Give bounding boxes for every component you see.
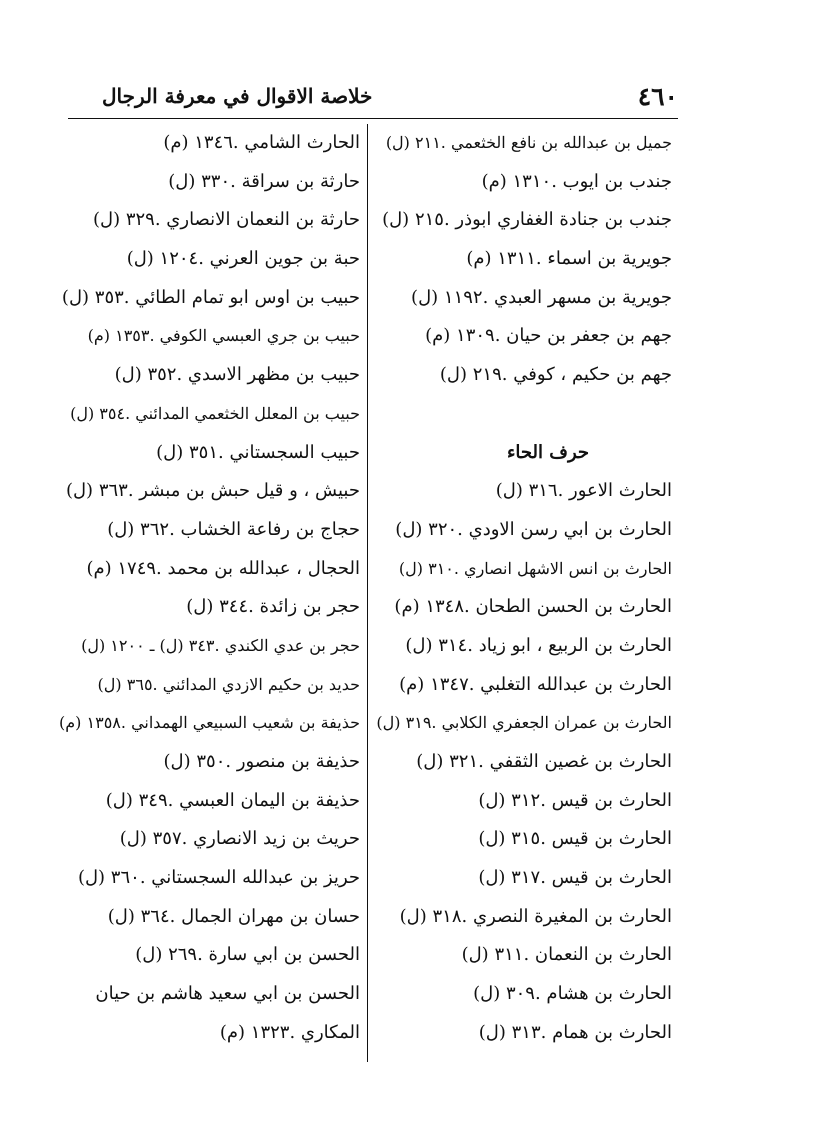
index-entry: حبيب بن المعلل الخثعمي المدائني .٣٥٤ (ل): [70, 403, 360, 423]
index-entry: الحسن بن ابي سعيد هاشم بن حيان: [95, 983, 360, 1005]
index-entry: الحارث بن قيس .٣١٥ (ل): [478, 828, 672, 850]
index-entry: جويرية بن مسهر العبدي .١١٩٢ (ل): [411, 286, 672, 308]
index-entry: حذيفة بن شعيب السبيعي الهمداني .١٣٥٨ (م): [59, 713, 360, 733]
index-entry: الحارث بن غصين الثقفي .٣٢١ (ل): [416, 751, 672, 772]
index-entry: الحارث بن انس الاشهل انصاري .٣١٠ (ل): [398, 558, 672, 578]
index-entry: الحارث بن ابي رسن الاودي .٣٢٠ (ل): [395, 518, 672, 540]
column-divider: [367, 124, 368, 1062]
blank-line: [374, 395, 672, 434]
index-entry: حبيش ، و قيل حبش بن مبشر .٣٦٣ (ل): [65, 480, 360, 502]
page-header: [92, 78, 678, 118]
running-title: خلاصة الاقوال في معرفة الرجال: [102, 84, 373, 108]
index-entry: جهم بن جعفر بن حيان .١٣٠٩ (م): [425, 325, 672, 347]
index-entry: الحارث بن النعمان .٣١١ (ل): [461, 944, 672, 966]
index-entry: الحارث بن عمران الجعفري الكلابي .٣١٩ (ل): [376, 713, 672, 733]
section-heading: حرف الحاء: [506, 441, 590, 463]
index-entry: حارثة بن النعمان الانصاري .٣٢٩ (ل): [92, 209, 360, 231]
index-entry: حجر بن عدي الكندي .٣٤٣ (ل) ـ ١٢٠٠ (ل): [81, 635, 360, 655]
index-entry: الحجال ، عبدالله بن محمد .١٧٤٩ (م): [86, 557, 360, 579]
index-entry: حبيب بن اوس ابو تمام الطائي .٣٥٣ (ل): [61, 286, 360, 308]
index-entry: الحارث بن المغيرة النصري .٣١٨ (ل): [399, 905, 672, 927]
index-entry: حبيب السجستاني .٣٥١ (ل): [156, 441, 360, 463]
index-entry: جميل بن عبدالله بن نافع الخثعمي .٢١١ (ل): [385, 133, 672, 152]
index-entry: جندب بن جنادة الغفاري ابوذر .٢١٥ (ل): [382, 209, 672, 231]
index-entry: الحارث بن هشام .٣٠٩ (ل): [473, 983, 672, 1005]
index-entry: الحارث بن عبدالله التغلبي .١٣٤٧ (م): [399, 673, 672, 695]
index-entry: الحسن بن ابي سارة .٢٦٩ (ل): [135, 944, 360, 966]
index-entry: حذيفة بن منصور .٣٥٠ (ل): [163, 751, 360, 772]
index-entry: حبيب بن جري العبسي الكوفي .١٣٥٣ (م): [87, 326, 360, 346]
index-entry: الحارث بن الربيع ، ابو زياد .٣١٤ (ل): [405, 634, 672, 656]
index-entry: حبيب بن مظهر الاسدي .٣٥٢ (ل): [114, 364, 360, 386]
index-entry: الحارث الشامي .١٣٤٦ (م): [163, 132, 360, 153]
left-column: [59, 124, 360, 1053]
index-entry: الحارث الاعور .٣١٦ (ل): [495, 480, 672, 502]
index-entry: جويرية بن اسماء .١٣١١ (م): [466, 248, 672, 270]
index-entry: الحارث بن قيس .٣١٢ (ل): [478, 789, 672, 811]
index-entry: حريث بن زيد الانصاري .٣٥٧ (ل): [119, 828, 360, 850]
header-rule: [68, 118, 678, 119]
right-column: [374, 124, 672, 1053]
index-entry: حذيفة بن اليمان العبسي .٣٤٩ (ل): [105, 789, 360, 811]
index-entry: حارثة بن سراقة .٣٣٠ (ل): [168, 170, 360, 192]
page-number: ٤٦٠: [637, 82, 678, 111]
index-entry: الحارث بن قيس .٣١٧ (ل): [478, 867, 672, 889]
index-entry: جهم بن حكيم ، كوفي .٢١٩ (ل): [439, 364, 672, 386]
index-entry: الحارث بن همام .٣١٣ (ل): [478, 1021, 672, 1043]
index-entry: حريز بن عبدالله السجستاني .٣٦٠ (ل): [77, 867, 360, 889]
index-entry: حجاج بن رفاعة الخشاب .٣٦٢ (ل): [107, 518, 360, 540]
index-entry: حجر بن زائدة .٣٤٤ (ل): [186, 596, 360, 618]
index-entry: حديد بن حكيم الازدي المدائني .٣٦٥ (ل): [97, 674, 360, 694]
index-entry: الحارث بن الحسن الطحان .١٣٤٨ (م): [394, 596, 672, 618]
index-entry: المكاري .١٣٢٣ (م): [219, 1021, 360, 1043]
index-entry: جندب بن ايوب .١٣١٠ (م): [481, 170, 672, 192]
index-entry: حبة بن جوين العرني .١٢٠٤ (ل): [126, 248, 360, 270]
index-entry: حسان بن مهران الجمال .٣٦٤ (ل): [107, 905, 360, 927]
